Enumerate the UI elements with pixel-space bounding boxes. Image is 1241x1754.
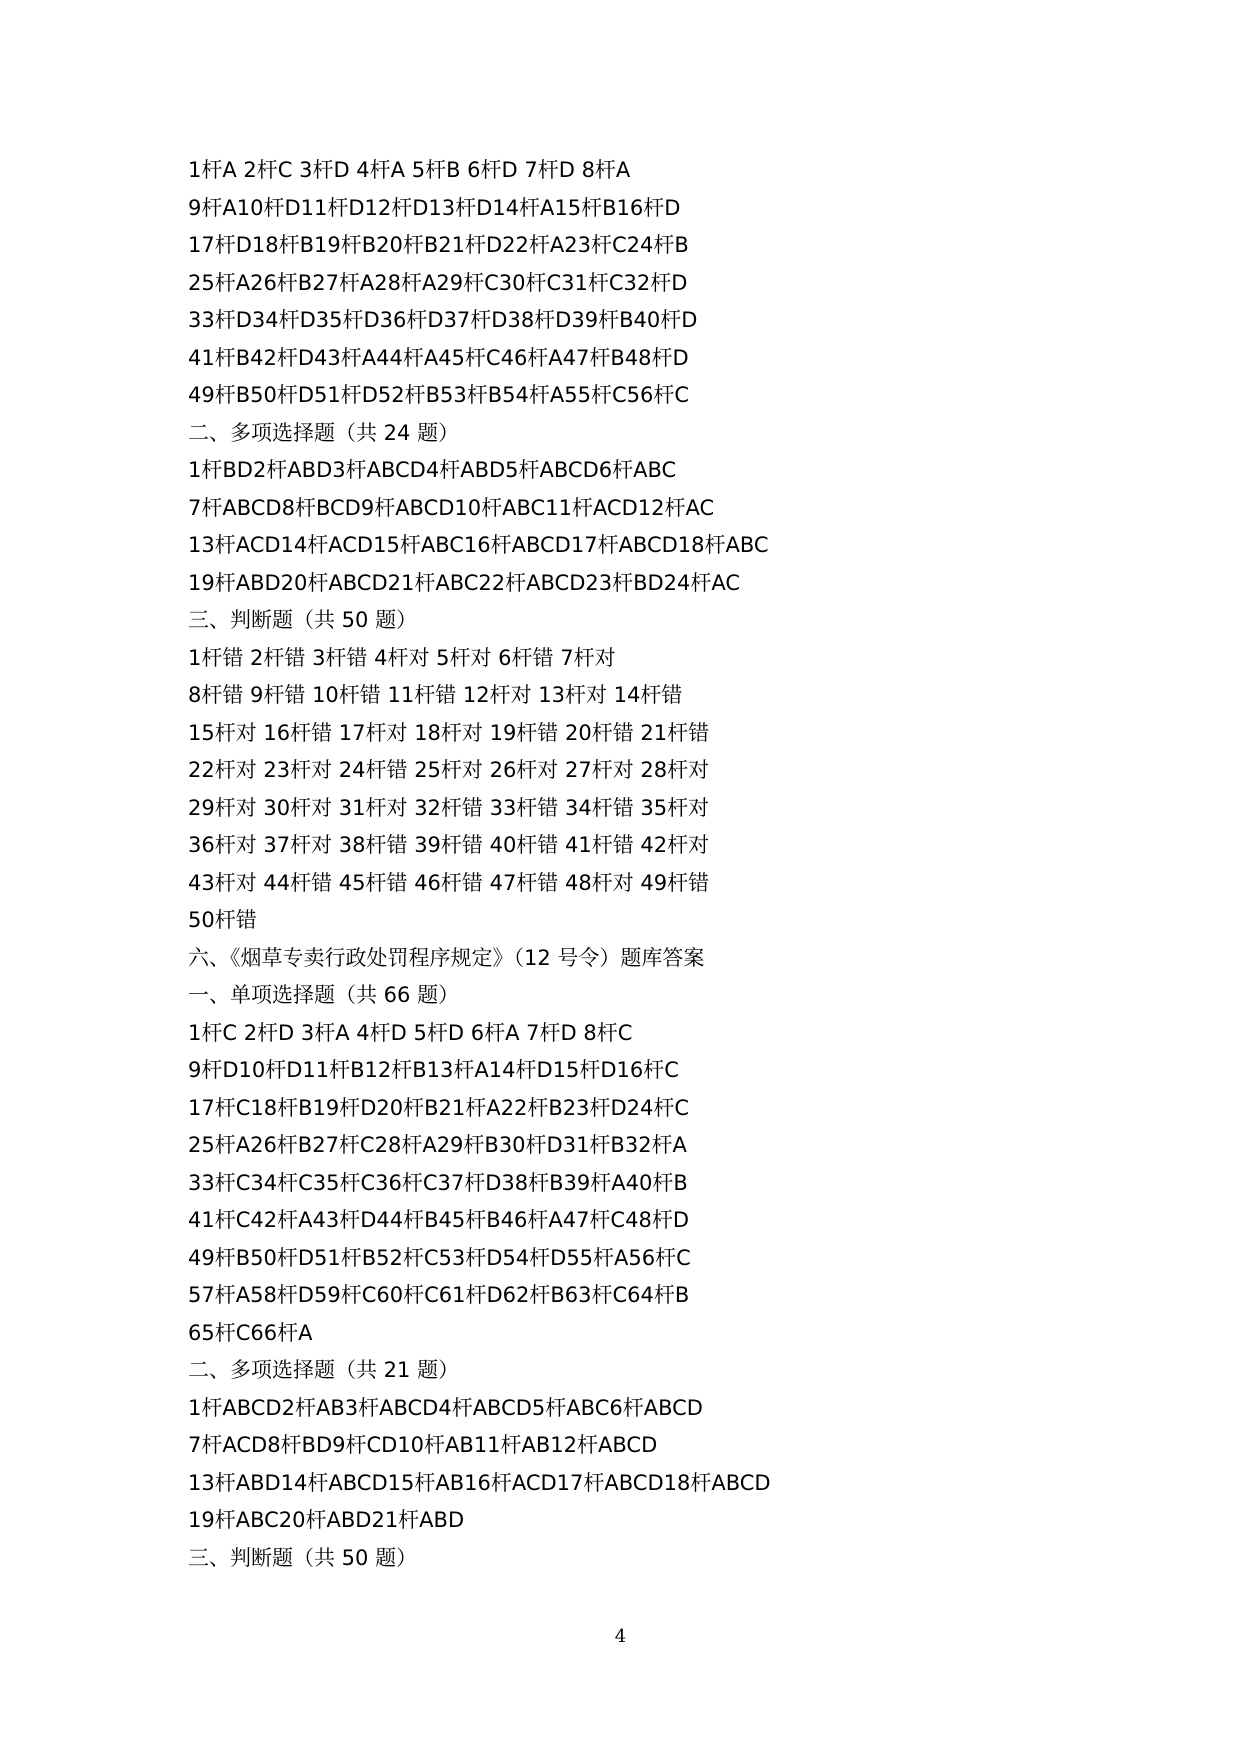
answer-line: 9杆D10杆D11杆B12杆B13杆A14杆D15杆D16杆C — [188, 1058, 679, 1082]
answer-line: 1杆C 2杆D 3杆A 4杆D 5杆D 6杆A 7杆D 8杆C — [188, 1020, 633, 1045]
answer-line: 29杆对 30杆对 31杆对 32杆错 33杆错 34杆错 35杆对 — [188, 795, 710, 820]
answer-line: 1杆A 2杆C 3杆D 4杆A 5杆B 6杆D 7杆D 8杆A — [188, 158, 631, 182]
section-heading: 一、单项选择题（共 66 题） — [188, 983, 460, 1007]
answer-line: 15杆对 16杆错 17杆对 18杆对 19杆错 20杆错 21杆错 — [188, 720, 710, 745]
answer-line: 57杆A58杆D59杆C60杆C61杆D62杆B63杆C64杆B — [188, 1283, 690, 1307]
answer-line: 7杆ACD8杆BD9杆CD10杆AB11杆AB12杆ABCD — [188, 1433, 658, 1457]
answer-line: 50杆错 — [188, 908, 257, 932]
answer-line: 7杆ABCD8杆BCD9杆ABCD10杆ABC11杆ACD12杆AC — [188, 495, 715, 520]
answer-key-text — [188, 152, 1148, 1577]
answer-line: 13杆ABD14杆ABCD15杆AB16杆ACD17杆ABCD18杆ABCD — [188, 1470, 771, 1495]
page-number: 4 — [614, 1626, 627, 1647]
answer-line: 17杆C18杆B19杆D20杆B21杆A22杆B23杆D24杆C — [188, 1095, 690, 1120]
answer-line: 19杆ABC20杆ABD21杆ABD — [188, 1508, 465, 1532]
answer-line: 1杆ABCD2杆AB3杆ABCD4杆ABCD5杆ABC6杆ABCD — [188, 1395, 703, 1420]
answer-line: 49杆B50杆D51杆D52杆B53杆B54杆A55杆C56杆C — [188, 383, 690, 407]
answer-line: 49杆B50杆D51杆B52杆C53杆D54杆D55杆A56杆C — [188, 1245, 691, 1270]
answer-line: 13杆ACD14杆ACD15杆ABC16杆ABCD17杆ABCD18杆ABC — [188, 533, 769, 557]
section-heading: 二、多项选择题（共 24 题） — [188, 420, 460, 445]
section-heading: 二、多项选择题（共 21 题） — [188, 1358, 460, 1382]
answer-line: 1杆错 2杆错 3杆错 4杆对 5杆对 6杆错 7杆对 — [188, 645, 616, 670]
answer-line: 41杆C42杆A43杆D44杆B45杆B46杆A47杆C48杆D — [188, 1208, 689, 1232]
answer-line: 25杆A26杆B27杆C28杆A29杆B30杆D31杆B32杆A — [188, 1133, 687, 1157]
answer-line: 41杆B42杆D43杆A44杆A45杆C46杆A47杆B48杆D — [188, 345, 689, 370]
answer-line: 36杆对 37杆对 38杆错 39杆错 40杆错 41杆错 42杆对 — [188, 833, 710, 857]
answer-line: 43杆对 44杆错 45杆错 46杆错 47杆错 48杆对 49杆错 — [188, 870, 710, 895]
answer-line: 19杆ABD20杆ABCD21杆ABC22杆ABCD23杆BD24杆AC — [188, 570, 741, 595]
answer-line: 8杆错 9杆错 10杆错 11杆错 12杆对 13杆对 14杆错 — [188, 683, 683, 707]
answer-line: 17杆D18杆B19杆B20杆B21杆D22杆A23杆C24杆B — [188, 233, 689, 257]
answer-line: 65杆C66杆A — [188, 1320, 313, 1345]
section-heading: 三、判断题（共 50 题） — [188, 608, 418, 632]
answer-line: 33杆D34杆D35杆D36杆D37杆D38杆D39杆B40杆D — [188, 308, 698, 332]
answer-line: 1杆BD2杆ABD3杆ABCD4杆ABD5杆ABCD6杆ABC — [188, 458, 677, 482]
section-heading: 三、判断题（共 50 题） — [188, 1545, 418, 1570]
chapter-heading: 六、《烟草专卖行政处罚程序规定》（12 号令）题库答案 — [188, 945, 705, 970]
answer-line: 33杆C34杆C35杆C36杆C37杆D38杆B39杆A40杆B — [188, 1170, 688, 1195]
answer-line: 22杆对 23杆对 24杆错 25杆对 26杆对 27杆对 28杆对 — [188, 758, 710, 782]
answer-line: 25杆A26杆B27杆A28杆A29杆C30杆C31杆C32杆D — [188, 270, 688, 295]
answer-line: 9杆A10杆D11杆D12杆D13杆D14杆A15杆B16杆D — [188, 195, 681, 220]
